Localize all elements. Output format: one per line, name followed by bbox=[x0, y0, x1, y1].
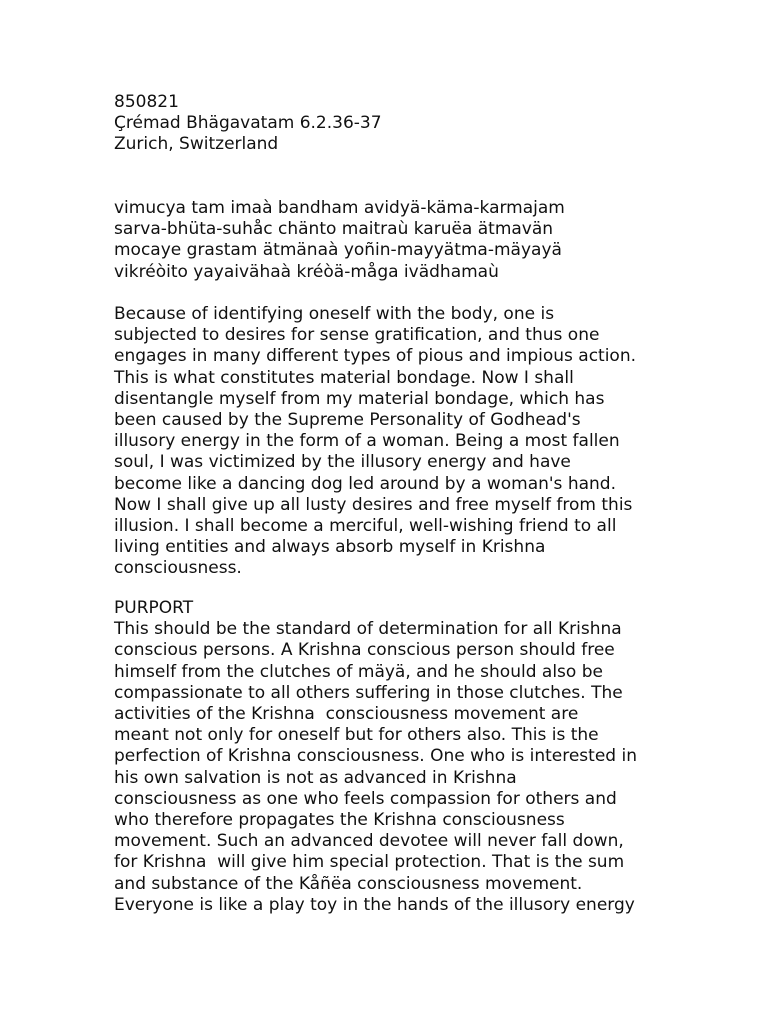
translation-paragraph bbox=[114, 304, 674, 580]
purport-heading: PURPORT bbox=[114, 598, 194, 618]
verse-line: sarva-bhüta-suhåc chänto maitraù karuëa ätmavän bbox=[114, 219, 554, 240]
lecture-code: 850821 bbox=[114, 92, 179, 112]
translation-line: illusion. I shall become a merciful, well-wishing friend to all bbox=[114, 516, 617, 537]
verse-line: mocaye grastam ätmänaà yoñin-mayyätma-mäyayä bbox=[114, 240, 562, 261]
purport-line: who therefore propagates the Krishna consciousness bbox=[114, 810, 565, 831]
translation-line: disentangle myself from my material bondage, which has bbox=[114, 388, 605, 409]
scripture-reference: Çrémad Bhägavatam 6.2.36-37 bbox=[114, 113, 382, 134]
purport-line: himself from the clutches of mäyä, and he should also be bbox=[114, 661, 603, 682]
verse-line: vikréòito yayaivähaà kréòä-måga ivädhamaù bbox=[114, 261, 499, 282]
purport-line: perfection of Krishna consciousness. One who is interested in bbox=[114, 746, 637, 767]
document-header bbox=[114, 92, 674, 156]
translation-line: soul, I was victimized by the illusory energy and have bbox=[114, 452, 571, 473]
purport-line: activities of the Krishna consciousness movement are bbox=[114, 704, 579, 725]
purport-line: for Krishna will give him special protection. That is the sum bbox=[114, 852, 625, 873]
translation-line: consciousness. bbox=[114, 558, 242, 579]
sanskrit-verse bbox=[114, 198, 674, 283]
translation-line: Now I shall give up all lusty desires and free myself from this bbox=[114, 494, 633, 515]
purport-line: meant not only for oneself but for others also. This is the bbox=[114, 725, 599, 746]
translation-line: illusory energy in the form of a woman. Being a most fallen bbox=[114, 431, 620, 452]
translation-line: become like a dancing dog led around by a woman's hand. bbox=[114, 473, 616, 494]
purport-line: This should be the standard of determination for all Krishna bbox=[114, 619, 622, 640]
translation-line: been caused by the Supreme Personality of Godhead's bbox=[114, 410, 581, 431]
purport-line: Everyone is like a play toy in the hands of the illusory energy bbox=[114, 894, 635, 915]
translation-line: living entities and always absorb myself in Krishna bbox=[114, 537, 546, 558]
translation-line: Because of identifying oneself with the body, one is bbox=[114, 304, 555, 324]
purport-line: consciousness as one who feels compassion for others and bbox=[114, 788, 617, 809]
purport-line: compassionate to all others suffering in those clutches. The bbox=[114, 682, 623, 703]
verse-line: vimucya tam imaà bandham avidyä-käma-karmajam bbox=[114, 198, 565, 218]
translation-line: This is what constitutes material bondage. Now I shall bbox=[114, 367, 574, 388]
translation-line: engages in many different types of pious and impious action. bbox=[114, 346, 637, 367]
purport-line: and substance of the Kåñëa consciousness movement. bbox=[114, 873, 583, 894]
purport-section bbox=[114, 598, 674, 916]
purport-line: movement. Such an advanced devotee will never fall down, bbox=[114, 831, 624, 852]
purport-line: conscious persons. A Krishna conscious person should free bbox=[114, 640, 615, 661]
purport-line: his own salvation is not as advanced in Krishna bbox=[114, 767, 517, 788]
translation-line: subjected to desires for sense gratification, and thus one bbox=[114, 325, 600, 346]
lecture-location: Zurich, Switzerland bbox=[114, 134, 279, 155]
